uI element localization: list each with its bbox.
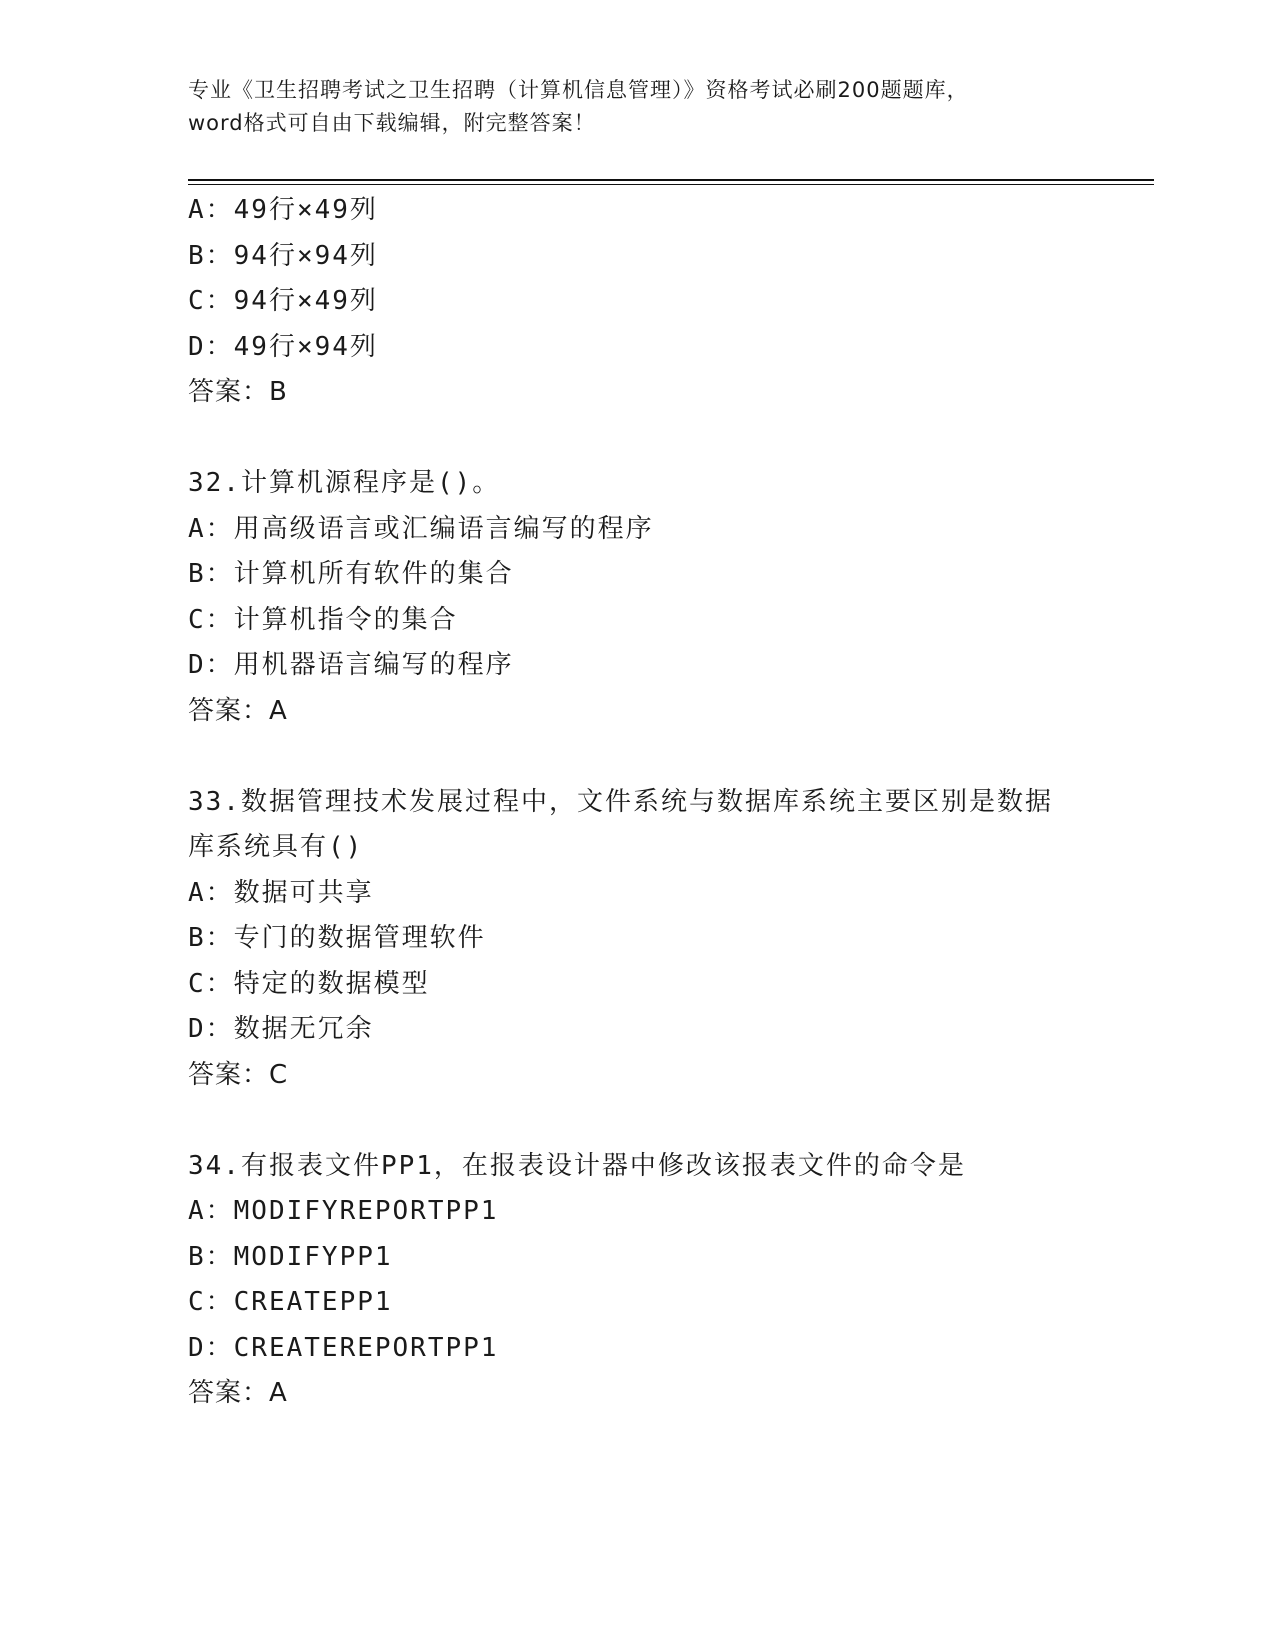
option-b: B：计算机所有软件的集合	[188, 559, 514, 589]
answer: 答案：B	[188, 377, 288, 407]
option-c: C：特定的数据模型	[188, 968, 430, 999]
answer: 答案：A	[188, 1378, 288, 1408]
option-a: A：用高级语言或汇编语言编写的程序	[188, 513, 654, 544]
document-body	[188, 188, 1088, 1417]
previous-question	[188, 188, 1088, 416]
header-rule-thick	[188, 179, 1154, 181]
option-d: D：CREATEREPORTPP1	[188, 1332, 499, 1363]
option-c: C：94行×49列	[188, 286, 378, 316]
header-line-1: 专业《卫生招聘考试之卫生招聘（计算机信息管理）》资格考试必刷200题题库，	[188, 78, 969, 102]
option-c: C：计算机指令的集合	[188, 604, 458, 635]
header-rule-thin	[188, 184, 1154, 185]
question-text: 32.计算机源程序是()。	[188, 468, 501, 498]
option-d: D：用机器语言编写的程序	[188, 650, 514, 680]
header-line-2: word格式可自由下载编辑，附完整答案！	[188, 111, 596, 135]
option-b: B：MODIFYPP1	[188, 1241, 393, 1272]
question-34	[188, 1144, 1088, 1417]
question-32	[188, 461, 1088, 734]
question-text: 33.数据管理技术发展过程中，文件系统与数据库系统主要区别是数据库系统具有()	[188, 786, 1053, 862]
option-d: D：49行×94列	[188, 331, 378, 362]
question-33	[188, 780, 1088, 1099]
option-a: A：49行×49列	[188, 195, 378, 225]
answer: 答案：C	[188, 1059, 289, 1090]
document-header	[188, 74, 1078, 140]
question-text: 34.有报表文件PP1，在报表设计器中修改该报表文件的命令是	[188, 1150, 966, 1181]
answer: 答案：A	[188, 695, 288, 726]
option-a: A：数据可共享	[188, 877, 374, 908]
option-c: C：CREATEPP1	[188, 1287, 393, 1317]
option-a: A：MODIFYREPORTPP1	[188, 1196, 499, 1226]
option-b: B：专门的数据管理软件	[188, 923, 486, 953]
option-d: D：数据无冗余	[188, 1014, 374, 1044]
option-b: B：94行×94列	[188, 240, 378, 271]
